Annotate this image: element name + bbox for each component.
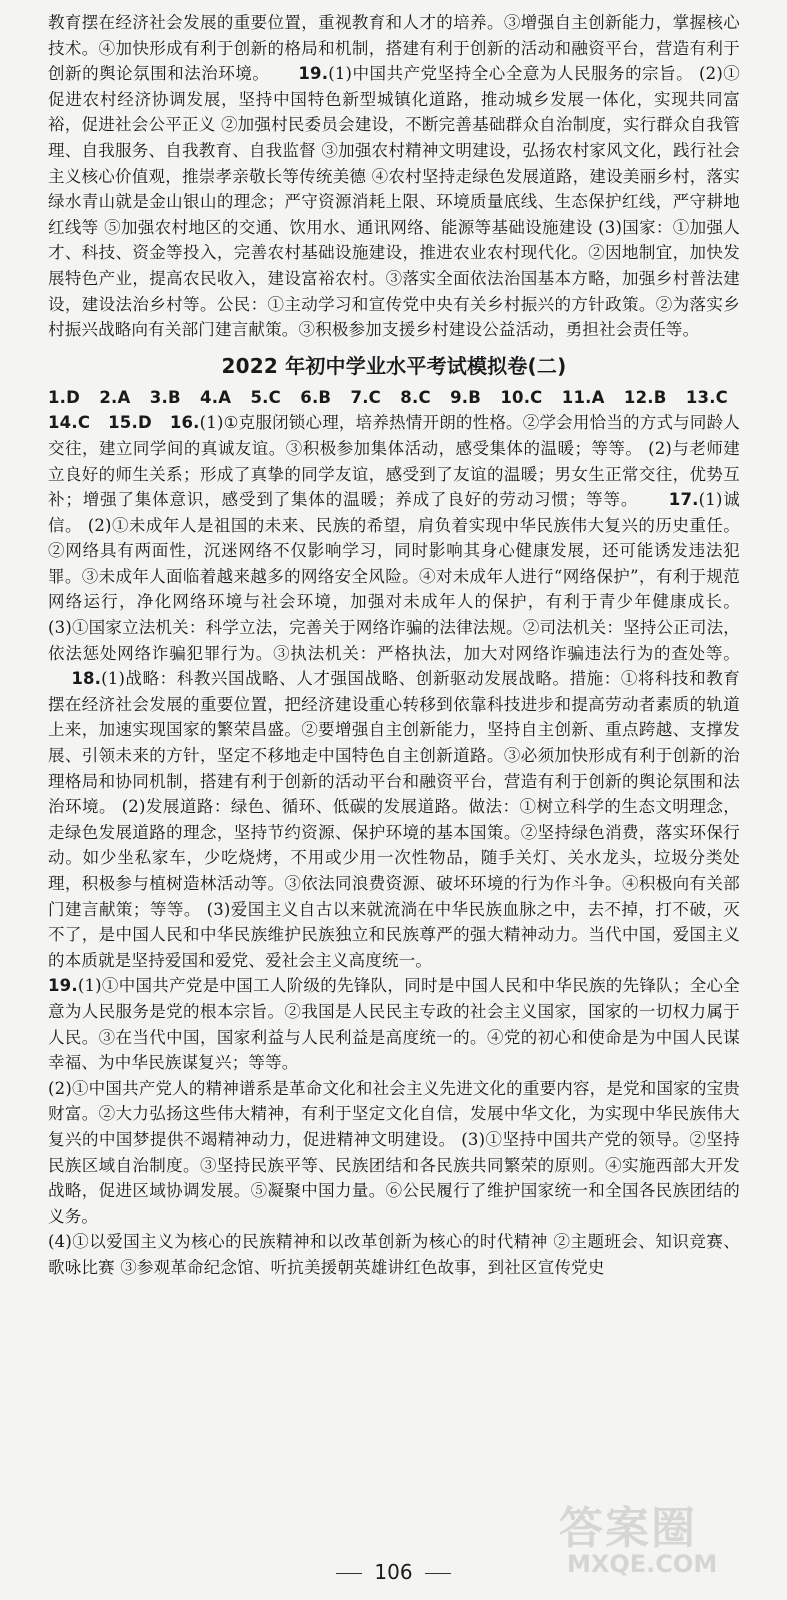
question-number-19-prev: 19. [298,64,329,84]
mc-answer: 13.C [685,387,728,407]
mc-answer: 6.B [300,387,332,407]
mc-answer: 5.C [250,387,281,407]
question-number-19: 19. [48,976,78,996]
question-19-paragraph-3 [48,1229,740,1280]
footer-dash-right [425,1573,451,1574]
continuation-text: 教育摆在经济社会发展的重要位置，重视教育和人才的培养。③增强自主创新能力，掌握核心技术。④加快形成有利于创新的格局和机制，搭建有利于创新的活动和融资平台，营造有利于创新的舆论氛围和法治环境。 [48,13,740,84]
page-number: 106 [374,1560,413,1584]
question-17-answer: (1)诚信。 (2)①未成年人是祖国的未来、民族的希望，肩负着实现中华民族伟大复兴的历史重任。②网络具有两面性，沉迷网络不仅影响学习，同时影响其身心健康发展，还可能诱发违法犯罪。③未成年人面临着越来越多的网络安全风险。④对未成年人进行“网络保护”，有利于规范网络运行，净化网络环境与社会环境，加强对未成年人的保护，有利于青少年健康成长。 (3)①国家立法机关：科学立法，完善关于网络诈骗的法律法规。②司法机关：坚持公正司法，依法惩处网络诈骗犯罪行为。③执法机关：严格执法，加大对网络诈骗违法行为的查处等。 [48,490,740,663]
continuation-paragraph [48,10,740,343]
mc-answer: 2.A [99,387,131,407]
question-number-17: 17. [668,490,699,510]
mc-answer: 1.D [48,387,81,407]
question-16-answer: (1)①克服闭锁心理，培养热情开朗的性格。②学会用恰当的方式与同龄人交往，建立同学间的真诚友谊。③积极参加集体活动，感受集体的温暖；等等。 (2)与老师建立良好的师生关系；形成了真挚的同学友谊，感受到了友谊的温暖；男女生正常交往，优势互补；增强了集体意识，感受到了集体的温暖；养成了良好的劳动习惯；等等。 [48,413,741,510]
mc-answer: 12.B [623,387,667,407]
question-19-part-1: (1)①中国共产党是中国工人阶级的先锋队，同时是中国人民和中华民族的先锋队；全心全意为人民服务是党的根本宗旨。②我国是人民民主专政的社会主义国家，国家的一切权力属于人民。③在当代中国，国家利益与人民利益是高度统一的。④党的初心和使命是为中国人民谋幸福、为中华民族谋复兴；等等。 [48,976,740,1073]
question-19-prev-answer: (1)中国共产党坚持全心全意为人民服务的宗旨。 (2)①促进农村经济协调发展，坚持中国特色新型城镇化道路，推动城乡发展一体化，实现共同富裕，促进社会公平正义 ②加强村民委员会建设，不断完善基础群众自治制度，实行群众自我管理、自我服务、自我教育、自我监督 ③加强农村精神文明建设，弘扬农村家风文化，践行社会主义核心价值观，推崇孝亲敬长等传统美德 ④农村坚持走绿色发展道路，建设美丽乡村，落实绿水青山就是金山银山的理念；严守资源消耗上限、环境质量底线、生态保护红线，严守耕地红线等 ⑤加强农村地区的交通、饮用水、通讯网络、能源等基础设施建设 (3)国家：①加强人才、科技、资金等投入，完善农村基础设施建设，推进农业农村现代化。②因地制宜，加快发展特色产业，提高农民收入，建设富裕农村。③落实全面依法治国基本方略，加强乡村普法建设，建设法治乡村等。公民：①主动学习和宣传党中央有关乡村振兴的方针政策。②为落实乡村振兴战略向有关部门建言献策。③积极参加支援乡村建设公益活动，勇担社会责任等。 [48,64,740,340]
answers-paragraph [48,385,740,974]
question-number-18: 18. [71,669,102,689]
footer-dash-left [336,1573,362,1574]
watermark-url: MXQE.COM [567,1550,718,1578]
section-title: 2022 年初中学业水平考试模拟卷(二) [221,353,567,378]
mc-answer: 11.A [561,387,605,407]
question-19-part-3: (4)①以爱国主义为核心的民族精神和以改革创新为核心的时代精神 ②主题班会、知识竞赛、歌咏比赛 ③参观革命纪念馆、听抗美援朝英雄讲红色故事，到社区宣传党史 [48,1232,740,1277]
mc-answer: 8.C [400,387,431,407]
mc-answer: 10.C [500,387,543,407]
answer-text-body [48,10,740,1281]
question-number-16: 16. [169,413,200,433]
watermark-glyphs: 答案圈 [559,1503,697,1554]
page-number-footer [0,1560,787,1584]
mc-answer: 9.B [450,387,482,407]
question-19-paragraph-1 [48,973,740,1075]
question-19-paragraph-2 [48,1076,740,1230]
mc-answer: 3.B [149,387,181,407]
mc-answer: 4.A [200,387,232,407]
mc-answer: 14.C [48,413,91,433]
mc-answer: 15.D [108,413,152,433]
question-19-part-2: (2)①中国共产党人的精神谱系是革命文化和社会主义先进文化的重要内容，是党和国家的宝贵财富。②大力弘扬这些伟大精神，有利于坚定文化自信，发展中华文化，为实现中华民族伟大复兴的中国梦提供不竭精神动力，促进精神文明建设。 (3)①坚持中国共产党的领导。②坚持民族区域自治制度。③坚持民族平等、民族团结和各民族共同繁荣的原则。④实施西部大开发战略，促进区域协调发展。⑤凝聚中国力量。⑥公民履行了维护国家统一和全国各民族团结的义务。 [48,1078,740,1226]
mc-answer: 7.C [350,387,381,407]
question-18-answer: (1)战略：科教兴国战略、人才强国战略、创新驱动发展战略。措施：①将科技和教育摆在经济社会发展的重要位置，把经济建设重心转移到依靠科技进步和提高劳动者素质的轨道上来，加速实现国家的繁荣昌盛。②要增强自主创新能力，坚持自主创新、重点跨越、支撑发展、引领未来的方针，坚定不移地走中国特色自主创新道路。③必须加快形成有利于创新的治理格局和协同机制，搭建有利于创新的活动平台和融资平台，营造有利于创新的舆论氛围和法治环境。 (2)发展道路：绿色、循环、低碳的发展道路。做法：①树立科学的生态文明理念，走绿色发展道路的理念，坚持节约资源、保护环境的基本国策。②坚持绿色消费，落实环保行动。如少坐私家车，少吃烧烤，不用或少用一次性物品，随手关灯、关水龙头，垃圾分类处理，积极参与植树造林活动等。③依法同浪费资源、破坏环境的行为作斗争。④积极向有关部门建言献策；等等。 (3)爱国主义自古以来就流淌在中华民族血脉之中，去不掉，打不破，灭不了，是中国人民和中华民族维护民族独立和民族尊严的强大精神动力。当代中国，爱国主义的本质就是坚持爱国和爱党、爱社会主义高度统一。 [48,669,740,970]
